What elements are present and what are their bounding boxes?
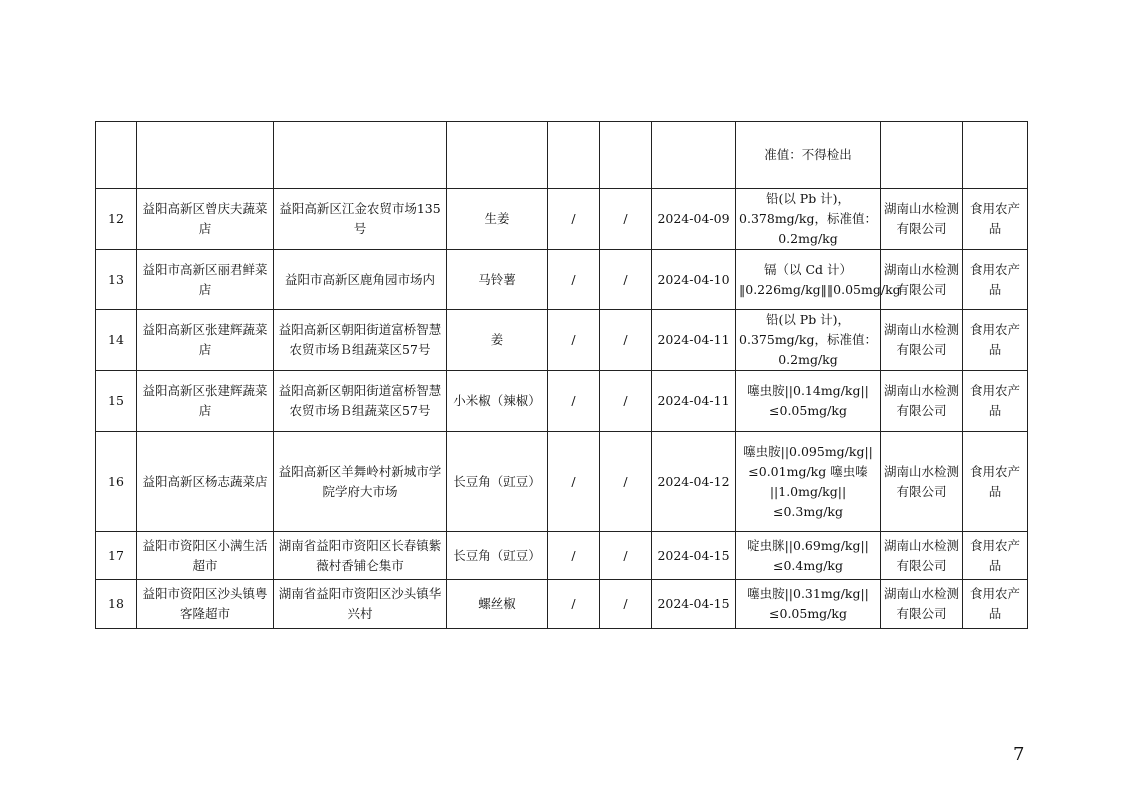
cell-agency: 湖南山水检测有限公司 — [881, 580, 963, 629]
table-row — [96, 250, 1028, 310]
cell-col5: / — [548, 580, 600, 629]
cell-no: 18 — [96, 580, 137, 629]
cell-date: 2024-04-09 — [652, 189, 736, 250]
cell-col5: / — [548, 250, 600, 310]
cell-entity-name: 益阳高新区张建辉蔬菜店 — [137, 310, 274, 371]
cell-date: 2024-04-15 — [652, 580, 736, 629]
cell-entity-address: 益阳高新区羊舞岭村新城市学院学府大市场 — [274, 432, 447, 532]
cell-agency: 湖南山水检测有限公司 — [881, 250, 963, 310]
cell-category: 食用农产品 — [963, 432, 1028, 532]
cell-entity-name: 益阳高新区张建辉蔬菜店 — [137, 371, 274, 432]
table-row — [96, 310, 1028, 371]
cell-entity-address: 湖南省益阳市资阳区沙头镇华兴村 — [274, 580, 447, 629]
cell-col6: / — [600, 189, 652, 250]
cell-category: 食用农产品 — [963, 371, 1028, 432]
cell-date: 2024-04-12 — [652, 432, 736, 532]
cell-entity-address — [274, 122, 447, 189]
cell-agency — [881, 122, 963, 189]
cell-category — [963, 122, 1028, 189]
cell-sample-name: 螺丝椒 — [447, 580, 548, 629]
cell-entity-name: 益阳市资阳区小满生活超市 — [137, 532, 274, 580]
table-row — [96, 189, 1028, 250]
cell-col5: / — [548, 310, 600, 371]
cell-category: 食用农产品 — [963, 310, 1028, 371]
cell-agency: 湖南山水检测有限公司 — [881, 432, 963, 532]
cell-entity-address: 益阳高新区朝阳街道富桥智慧农贸市场Ｂ组蔬菜区57号 — [274, 310, 447, 371]
cell-sample-name: 生姜 — [447, 189, 548, 250]
cell-sample-name: 马铃薯 — [447, 250, 548, 310]
cell-result: 噻虫胺||0.31mg/kg||≤0.05mg/kg — [736, 580, 881, 629]
cell-entity-address: 益阳市高新区鹿角园市场内 — [274, 250, 447, 310]
cell-col5 — [548, 122, 600, 189]
table-row — [96, 432, 1028, 532]
cell-result: 铅(以 Pb 计)，0.378mg/kg，标准值：0.2mg/kg — [736, 189, 881, 250]
cell-entity-address: 益阳高新区江金农贸市场135号 — [274, 189, 447, 250]
cell-category: 食用农产品 — [963, 250, 1028, 310]
cell-col5: / — [548, 189, 600, 250]
cell-result: 噻虫胺||0.14mg/kg||≤0.05mg/kg — [736, 371, 881, 432]
page-number: 7 — [1013, 744, 1025, 765]
cell-entity-address: 湖南省益阳市资阳区长春镇紫薇村香铺仑集市 — [274, 532, 447, 580]
cell-sample-name: 长豆角（豇豆） — [447, 532, 548, 580]
cell-no: 17 — [96, 532, 137, 580]
cell-agency: 湖南山水检测有限公司 — [881, 310, 963, 371]
cell-category: 食用农产品 — [963, 580, 1028, 629]
cell-col6 — [600, 122, 652, 189]
cell-category: 食用农产品 — [963, 532, 1028, 580]
cell-result: 镉（以 Cd 计）‖0.226mg/kg‖‖0.05mg/kg — [736, 250, 881, 310]
cell-sample-name — [447, 122, 548, 189]
cell-col5: / — [548, 432, 600, 532]
cell-category: 食用农产品 — [963, 189, 1028, 250]
cell-agency: 湖南山水检测有限公司 — [881, 532, 963, 580]
cell-col5: / — [548, 371, 600, 432]
inspection-results-table — [95, 121, 1028, 629]
cell-entity-name: 益阳市资阳区沙头镇粤客隆超市 — [137, 580, 274, 629]
table-row — [96, 580, 1028, 629]
cell-no — [96, 122, 137, 189]
cell-col5: / — [548, 532, 600, 580]
cell-col6: / — [600, 432, 652, 532]
cell-entity-name: 益阳高新区曾庆夫蔬菜店 — [137, 189, 274, 250]
cell-col6: / — [600, 310, 652, 371]
cell-col6: / — [600, 532, 652, 580]
cell-date: 2024-04-15 — [652, 532, 736, 580]
cell-entity-name — [137, 122, 274, 189]
cell-agency: 湖南山水检测有限公司 — [881, 371, 963, 432]
cell-entity-name: 益阳市高新区丽君鲜菜店 — [137, 250, 274, 310]
cell-date: 2024-04-11 — [652, 371, 736, 432]
cell-result: 啶虫脒||0.69mg/kg||≤0.4mg/kg — [736, 532, 881, 580]
cell-date: 2024-04-11 — [652, 310, 736, 371]
table-body — [96, 122, 1028, 629]
cell-agency: 湖南山水检测有限公司 — [881, 189, 963, 250]
table-row — [96, 532, 1028, 580]
cell-sample-name: 姜 — [447, 310, 548, 371]
cell-entity-name: 益阳高新区杨志蔬菜店 — [137, 432, 274, 532]
cell-date — [652, 122, 736, 189]
cell-col6: / — [600, 371, 652, 432]
cell-sample-name: 长豆角（豇豆） — [447, 432, 548, 532]
table-row-continuation — [96, 122, 1028, 189]
cell-no: 16 — [96, 432, 137, 532]
cell-col6: / — [600, 580, 652, 629]
cell-col6: / — [600, 250, 652, 310]
cell-result: 准值：不得检出 — [736, 122, 881, 189]
cell-entity-address: 益阳高新区朝阳街道富桥智慧农贸市场Ｂ组蔬菜区57号 — [274, 371, 447, 432]
cell-result: 铅(以 Pb 计)，0.375mg/kg，标准值：0.2mg/kg — [736, 310, 881, 371]
cell-no: 12 — [96, 189, 137, 250]
cell-no: 14 — [96, 310, 137, 371]
table-row — [96, 371, 1028, 432]
cell-no: 13 — [96, 250, 137, 310]
cell-date: 2024-04-10 — [652, 250, 736, 310]
cell-no: 15 — [96, 371, 137, 432]
cell-result: 噻虫胺||0.095mg/kg||≤0.01mg/kg 噻虫嗪 ||1.0mg/kg||≤0.3mg/kg — [736, 432, 881, 532]
cell-sample-name: 小米椒（辣椒） — [447, 371, 548, 432]
